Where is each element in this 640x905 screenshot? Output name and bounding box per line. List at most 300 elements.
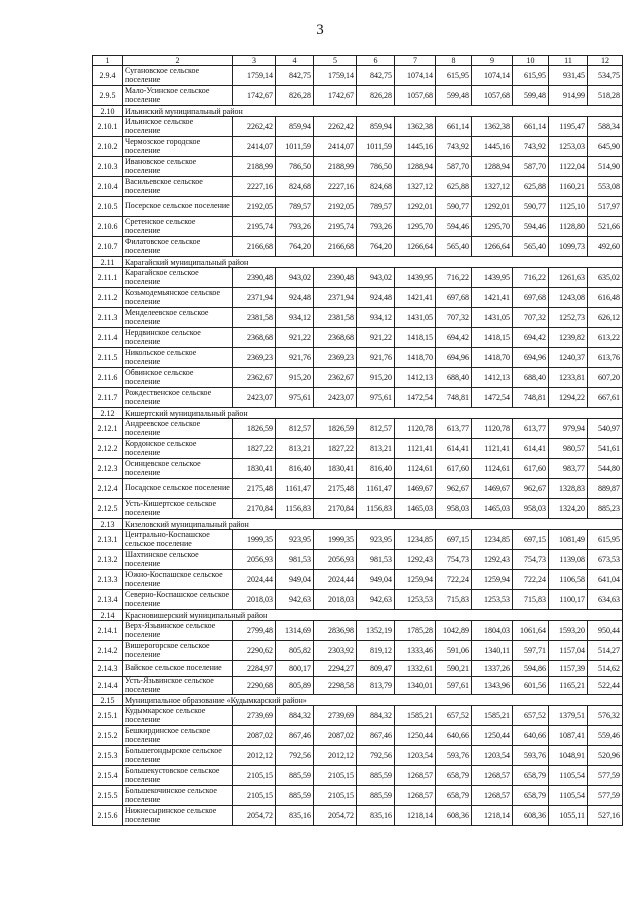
value-cell: 1327,12 bbox=[472, 177, 513, 197]
table-row bbox=[93, 570, 623, 590]
value-cell: 2739,69 bbox=[233, 706, 276, 726]
value-cell: 2284,97 bbox=[233, 661, 276, 677]
value-cell: 748,81 bbox=[513, 388, 549, 408]
section-number: 2.15 bbox=[93, 695, 123, 706]
value-cell: 492,60 bbox=[588, 237, 623, 257]
value-cell: 809,47 bbox=[357, 661, 395, 677]
settlement-name: Кордонское сельское поселение bbox=[123, 439, 233, 459]
value-cell: 826,28 bbox=[276, 86, 314, 106]
table-row bbox=[93, 786, 623, 806]
settlement-name: Менделеевское сельское поселение bbox=[123, 308, 233, 328]
value-cell: 867,46 bbox=[276, 726, 314, 746]
value-cell: 1742,67 bbox=[314, 86, 357, 106]
value-cell: 517,97 bbox=[588, 197, 623, 217]
value-cell: 813,21 bbox=[357, 439, 395, 459]
value-cell: 594,46 bbox=[513, 217, 549, 237]
row-number: 2.15.4 bbox=[93, 766, 123, 786]
value-cell: 1165,21 bbox=[549, 677, 588, 695]
value-cell: 688,40 bbox=[436, 368, 472, 388]
value-cell: 885,59 bbox=[357, 766, 395, 786]
value-cell: 658,79 bbox=[436, 786, 472, 806]
value-cell: 1156,83 bbox=[357, 499, 395, 519]
value-cell: 2369,23 bbox=[233, 348, 276, 368]
value-cell: 1418,15 bbox=[472, 328, 513, 348]
settlement-name: Васильевское сельское поселение bbox=[123, 177, 233, 197]
value-cell: 1266,64 bbox=[472, 237, 513, 257]
value-cell: 2195,74 bbox=[314, 217, 357, 237]
value-cell: 1472,54 bbox=[395, 388, 436, 408]
value-cell: 816,40 bbox=[276, 459, 314, 479]
value-cell: 842,75 bbox=[357, 66, 395, 86]
table-row bbox=[93, 499, 623, 519]
value-cell: 2105,15 bbox=[314, 786, 357, 806]
row-number: 2.12.1 bbox=[93, 419, 123, 439]
value-cell: 1234,85 bbox=[472, 530, 513, 550]
value-cell: 1240,37 bbox=[549, 348, 588, 368]
value-cell: 1268,57 bbox=[472, 786, 513, 806]
value-cell: 613,77 bbox=[513, 419, 549, 439]
value-cell: 2012,12 bbox=[233, 746, 276, 766]
table-row bbox=[93, 726, 623, 746]
value-cell: 800,17 bbox=[276, 661, 314, 677]
settlement-name: Усть-Язьвинское сельское поселение bbox=[123, 677, 233, 695]
value-cell: 1340,11 bbox=[472, 641, 513, 661]
value-cell: 2166,68 bbox=[314, 237, 357, 257]
value-cell: 2105,15 bbox=[314, 766, 357, 786]
value-cell: 915,20 bbox=[276, 368, 314, 388]
value-cell: 1268,57 bbox=[472, 766, 513, 786]
value-cell: 541,61 bbox=[588, 439, 623, 459]
section-row bbox=[93, 106, 623, 117]
section-title: Красновишерский муниципальный район bbox=[123, 610, 623, 621]
value-cell: 2371,94 bbox=[233, 288, 276, 308]
value-cell: 2368,68 bbox=[233, 328, 276, 348]
value-cell: 688,40 bbox=[513, 368, 549, 388]
settlement-name: Вайское сельское поселение bbox=[123, 661, 233, 677]
section-row bbox=[93, 408, 623, 419]
value-cell: 2012,12 bbox=[314, 746, 357, 766]
value-cell: 980,57 bbox=[549, 439, 588, 459]
value-cell: 641,04 bbox=[588, 570, 623, 590]
value-cell: 1324,20 bbox=[549, 499, 588, 519]
row-number: 2.10.4 bbox=[93, 177, 123, 197]
value-cell: 597,71 bbox=[513, 641, 549, 661]
value-cell: 934,12 bbox=[357, 308, 395, 328]
table-row bbox=[93, 641, 623, 661]
row-number: 2.11.3 bbox=[93, 308, 123, 328]
table-row bbox=[93, 368, 623, 388]
value-cell: 576,32 bbox=[588, 706, 623, 726]
row-number: 2.10.7 bbox=[93, 237, 123, 257]
value-cell: 640,66 bbox=[436, 726, 472, 746]
table-row bbox=[93, 177, 623, 197]
row-number: 2.10.6 bbox=[93, 217, 123, 237]
value-cell: 565,40 bbox=[436, 237, 472, 257]
value-cell: 1445,16 bbox=[472, 137, 513, 157]
value-cell: 1157,39 bbox=[549, 661, 588, 677]
value-cell: 667,61 bbox=[588, 388, 623, 408]
value-cell: 1593,20 bbox=[549, 621, 588, 641]
value-cell: 608,36 bbox=[513, 806, 549, 826]
settlement-name: Нердвинское сельское поселение bbox=[123, 328, 233, 348]
row-number: 2.13.1 bbox=[93, 530, 123, 550]
value-cell: 1292,01 bbox=[472, 197, 513, 217]
value-cell: 594,86 bbox=[513, 661, 549, 677]
value-cell: 521,66 bbox=[588, 217, 623, 237]
settlement-name: Ивановское сельское поселение bbox=[123, 157, 233, 177]
table-row bbox=[93, 308, 623, 328]
value-cell: 2227,16 bbox=[314, 177, 357, 197]
value-cell: 923,95 bbox=[276, 530, 314, 550]
value-cell: 1465,03 bbox=[395, 499, 436, 519]
value-cell: 673,53 bbox=[588, 550, 623, 570]
value-cell: 942,63 bbox=[357, 590, 395, 610]
value-cell: 716,22 bbox=[436, 268, 472, 288]
value-cell: 1261,63 bbox=[549, 268, 588, 288]
value-cell: 1055,11 bbox=[549, 806, 588, 826]
value-cell: 2799,48 bbox=[233, 621, 276, 641]
value-cell: 1161,47 bbox=[276, 479, 314, 499]
value-cell: 1268,57 bbox=[395, 786, 436, 806]
value-cell: 1203,54 bbox=[472, 746, 513, 766]
value-cell: 2188,99 bbox=[314, 157, 357, 177]
settlement-name: Большегондырское сельское поселение bbox=[123, 746, 233, 766]
table-row bbox=[93, 117, 623, 137]
value-cell: 1250,44 bbox=[395, 726, 436, 746]
value-cell: 983,77 bbox=[549, 459, 588, 479]
value-cell: 1259,94 bbox=[395, 570, 436, 590]
value-cell: 1074,14 bbox=[395, 66, 436, 86]
settlement-name: Посадское сельское поселение bbox=[123, 479, 233, 499]
value-cell: 617,60 bbox=[513, 459, 549, 479]
value-cell: 764,20 bbox=[357, 237, 395, 257]
value-cell: 1827,22 bbox=[233, 439, 276, 459]
value-cell: 544,80 bbox=[588, 459, 623, 479]
table-row bbox=[93, 419, 623, 439]
value-cell: 812,57 bbox=[276, 419, 314, 439]
value-cell: 590,77 bbox=[513, 197, 549, 217]
value-cell: 789,57 bbox=[357, 197, 395, 217]
value-cell: 1421,41 bbox=[395, 288, 436, 308]
value-cell: 1328,83 bbox=[549, 479, 588, 499]
value-cell: 661,14 bbox=[513, 117, 549, 137]
value-cell: 2170,84 bbox=[233, 499, 276, 519]
table-row bbox=[93, 328, 623, 348]
value-cell: 614,41 bbox=[436, 439, 472, 459]
value-cell: 981,53 bbox=[357, 550, 395, 570]
section-title: Муниципальное образование «Кудымкарский район» bbox=[123, 695, 623, 706]
value-cell: 1156,83 bbox=[276, 499, 314, 519]
value-cell: 657,52 bbox=[436, 706, 472, 726]
settlement-name: Кудымкарское сельское поселение bbox=[123, 706, 233, 726]
value-cell: 1139,08 bbox=[549, 550, 588, 570]
value-cell: 859,94 bbox=[276, 117, 314, 137]
value-cell: 587,70 bbox=[436, 157, 472, 177]
value-cell: 616,48 bbox=[588, 288, 623, 308]
value-cell: 553,08 bbox=[588, 177, 623, 197]
value-cell: 1332,61 bbox=[395, 661, 436, 677]
value-cell: 1412,13 bbox=[472, 368, 513, 388]
value-cell: 1830,41 bbox=[314, 459, 357, 479]
value-cell: 601,56 bbox=[513, 677, 549, 695]
value-cell: 615,95 bbox=[513, 66, 549, 86]
value-cell: 1759,14 bbox=[233, 66, 276, 86]
value-cell: 1295,70 bbox=[472, 217, 513, 237]
value-cell: 754,73 bbox=[436, 550, 472, 570]
value-cell: 1253,53 bbox=[472, 590, 513, 610]
value-cell: 1121,41 bbox=[395, 439, 436, 459]
row-number: 2.10.3 bbox=[93, 157, 123, 177]
value-cell: 958,03 bbox=[513, 499, 549, 519]
settlement-name: Северно-Коспашское сельское поселение bbox=[123, 590, 233, 610]
value-cell: 2195,74 bbox=[233, 217, 276, 237]
table-row bbox=[93, 137, 623, 157]
value-cell: 1011,59 bbox=[276, 137, 314, 157]
value-cell: 921,22 bbox=[276, 328, 314, 348]
settlement-name: Карагайское сельское поселение bbox=[123, 268, 233, 288]
value-cell: 1157,04 bbox=[549, 641, 588, 661]
settlement-name: Рождественское сельское поселение bbox=[123, 388, 233, 408]
value-cell: 707,32 bbox=[436, 308, 472, 328]
value-cell: 2390,48 bbox=[314, 268, 357, 288]
section-title: Кишертский муниципальный район bbox=[123, 408, 623, 419]
row-number: 2.12.4 bbox=[93, 479, 123, 499]
settlement-name: Никольское сельское поселение bbox=[123, 348, 233, 368]
value-cell: 943,02 bbox=[357, 268, 395, 288]
value-cell: 2024,44 bbox=[314, 570, 357, 590]
value-cell: 793,26 bbox=[276, 217, 314, 237]
value-cell: 1826,59 bbox=[233, 419, 276, 439]
value-cell: 1288,94 bbox=[395, 157, 436, 177]
value-cell: 2362,67 bbox=[233, 368, 276, 388]
table-row bbox=[93, 86, 623, 106]
value-cell: 2836,98 bbox=[314, 621, 357, 641]
value-cell: 1106,58 bbox=[549, 570, 588, 590]
value-cell: 587,70 bbox=[513, 157, 549, 177]
value-cell: 615,95 bbox=[588, 530, 623, 550]
row-number: 2.13.2 bbox=[93, 550, 123, 570]
value-cell: 1827,22 bbox=[314, 439, 357, 459]
value-cell: 835,16 bbox=[357, 806, 395, 826]
value-cell: 1100,17 bbox=[549, 590, 588, 610]
value-cell: 697,68 bbox=[513, 288, 549, 308]
value-cell: 2175,48 bbox=[233, 479, 276, 499]
section-title: Ильинский муниципальный район bbox=[123, 106, 623, 117]
settlement-name: Большекочинское сельское поселение bbox=[123, 786, 233, 806]
value-cell: 1292,43 bbox=[472, 550, 513, 570]
table-row bbox=[93, 677, 623, 695]
value-cell: 786,50 bbox=[357, 157, 395, 177]
value-cell: 2024,44 bbox=[233, 570, 276, 590]
value-cell: 1352,19 bbox=[357, 621, 395, 641]
settlement-name: Шахтинское сельское поселение bbox=[123, 550, 233, 570]
header-cell: 8 bbox=[436, 56, 472, 66]
value-cell: 694,42 bbox=[513, 328, 549, 348]
value-cell: 1362,38 bbox=[472, 117, 513, 137]
row-number: 2.15.3 bbox=[93, 746, 123, 766]
value-cell: 1292,01 bbox=[395, 197, 436, 217]
section-number: 2.10 bbox=[93, 106, 123, 117]
value-cell: 1439,95 bbox=[395, 268, 436, 288]
row-number: 2.11.4 bbox=[93, 328, 123, 348]
table-row bbox=[93, 621, 623, 641]
value-cell: 1160,21 bbox=[549, 177, 588, 197]
row-number: 2.15.5 bbox=[93, 786, 123, 806]
row-number: 2.11.5 bbox=[93, 348, 123, 368]
value-cell: 934,12 bbox=[276, 308, 314, 328]
value-cell: 697,15 bbox=[513, 530, 549, 550]
value-cell: 1195,47 bbox=[549, 117, 588, 137]
value-cell: 2423,07 bbox=[314, 388, 357, 408]
settlement-name: Усть-Кишертское сельское поселение bbox=[123, 499, 233, 519]
value-cell: 793,26 bbox=[357, 217, 395, 237]
value-cell: 697,68 bbox=[436, 288, 472, 308]
value-cell: 1120,78 bbox=[472, 419, 513, 439]
row-number: 2.10.2 bbox=[93, 137, 123, 157]
value-cell: 1585,21 bbox=[472, 706, 513, 726]
value-cell: 2018,03 bbox=[314, 590, 357, 610]
value-cell: 534,75 bbox=[588, 66, 623, 86]
value-cell: 942,63 bbox=[276, 590, 314, 610]
value-cell: 2294,27 bbox=[314, 661, 357, 677]
value-cell: 527,16 bbox=[588, 806, 623, 826]
table-row bbox=[93, 706, 623, 726]
value-cell: 1218,14 bbox=[472, 806, 513, 826]
value-cell: 975,61 bbox=[357, 388, 395, 408]
value-cell: 1804,03 bbox=[472, 621, 513, 641]
settlement-name: Сугановское сельское поселение bbox=[123, 66, 233, 86]
table-body bbox=[93, 56, 623, 826]
value-cell: 1203,54 bbox=[395, 746, 436, 766]
table-row bbox=[93, 746, 623, 766]
value-cell: 962,67 bbox=[436, 479, 472, 499]
row-number: 2.10.5 bbox=[93, 197, 123, 217]
value-cell: 625,88 bbox=[513, 177, 549, 197]
value-cell: 614,41 bbox=[513, 439, 549, 459]
settlement-name: Посерское сельское поселение bbox=[123, 197, 233, 217]
value-cell: 859,94 bbox=[357, 117, 395, 137]
value-cell: 1125,10 bbox=[549, 197, 588, 217]
value-cell: 1418,15 bbox=[395, 328, 436, 348]
value-cell: 617,60 bbox=[436, 459, 472, 479]
value-cell: 2290,68 bbox=[233, 677, 276, 695]
value-cell: 514,90 bbox=[588, 157, 623, 177]
value-cell: 889,87 bbox=[588, 479, 623, 499]
value-cell: 885,23 bbox=[588, 499, 623, 519]
value-cell: 1239,82 bbox=[549, 328, 588, 348]
value-cell: 1439,95 bbox=[472, 268, 513, 288]
value-cell: 1048,91 bbox=[549, 746, 588, 766]
settlement-name: Большекустовское сельское поселение bbox=[123, 766, 233, 786]
value-cell: 2303,92 bbox=[314, 641, 357, 661]
settlement-name: Вишерогорское сельское поселение bbox=[123, 641, 233, 661]
value-cell: 588,34 bbox=[588, 117, 623, 137]
section-row bbox=[93, 519, 623, 530]
value-cell: 789,57 bbox=[276, 197, 314, 217]
value-cell: 593,76 bbox=[513, 746, 549, 766]
page-number: 3 bbox=[316, 22, 324, 38]
section-number: 2.12 bbox=[93, 408, 123, 419]
value-cell: 1252,73 bbox=[549, 308, 588, 328]
value-cell: 867,46 bbox=[357, 726, 395, 746]
value-cell: 594,46 bbox=[436, 217, 472, 237]
value-cell: 824,68 bbox=[357, 177, 395, 197]
value-cell: 743,92 bbox=[513, 137, 549, 157]
value-cell: 2290,62 bbox=[233, 641, 276, 661]
value-cell: 915,20 bbox=[357, 368, 395, 388]
value-cell: 590,21 bbox=[436, 661, 472, 677]
table-row bbox=[93, 66, 623, 86]
value-cell: 1292,43 bbox=[395, 550, 436, 570]
section-row bbox=[93, 695, 623, 706]
value-cell: 540,97 bbox=[588, 419, 623, 439]
value-cell: 1120,78 bbox=[395, 419, 436, 439]
value-cell: 577,59 bbox=[588, 766, 623, 786]
value-cell: 1337,26 bbox=[472, 661, 513, 677]
value-cell: 885,59 bbox=[276, 786, 314, 806]
value-cell: 950,44 bbox=[588, 621, 623, 641]
row-number: 2.14.3 bbox=[93, 661, 123, 677]
table-row bbox=[93, 530, 623, 550]
value-cell: 1469,67 bbox=[472, 479, 513, 499]
value-cell: 1465,03 bbox=[472, 499, 513, 519]
value-cell: 958,03 bbox=[436, 499, 472, 519]
value-cell: 824,68 bbox=[276, 177, 314, 197]
value-cell: 2170,84 bbox=[314, 499, 357, 519]
section-number: 2.11 bbox=[93, 257, 123, 268]
row-number: 2.13.4 bbox=[93, 590, 123, 610]
value-cell: 2188,99 bbox=[233, 157, 276, 177]
value-cell: 1314,69 bbox=[276, 621, 314, 641]
value-cell: 694,42 bbox=[436, 328, 472, 348]
settlement-name: Осинцевское сельское поселение bbox=[123, 459, 233, 479]
header-cell: 1 bbox=[93, 56, 123, 66]
settlement-name: Бешкирдинское сельское поселение bbox=[123, 726, 233, 746]
value-cell: 1259,94 bbox=[472, 570, 513, 590]
table-row bbox=[93, 268, 623, 288]
value-cell: 1250,44 bbox=[472, 726, 513, 746]
value-cell: 1061,64 bbox=[513, 621, 549, 641]
value-cell: 885,59 bbox=[276, 766, 314, 786]
value-cell: 520,96 bbox=[588, 746, 623, 766]
value-cell: 2423,07 bbox=[233, 388, 276, 408]
value-cell: 2369,23 bbox=[314, 348, 357, 368]
value-cell: 518,28 bbox=[588, 86, 623, 106]
value-cell: 1121,41 bbox=[472, 439, 513, 459]
value-cell: 615,95 bbox=[436, 66, 472, 86]
value-cell: 1759,14 bbox=[314, 66, 357, 86]
value-cell: 884,32 bbox=[357, 706, 395, 726]
value-cell: 812,57 bbox=[357, 419, 395, 439]
row-number: 2.15.2 bbox=[93, 726, 123, 746]
value-cell: 640,66 bbox=[513, 726, 549, 746]
value-cell: 2166,68 bbox=[233, 237, 276, 257]
row-number: 2.11.1 bbox=[93, 268, 123, 288]
header-cell: 6 bbox=[357, 56, 395, 66]
table-row bbox=[93, 439, 623, 459]
value-cell: 1295,70 bbox=[395, 217, 436, 237]
value-cell: 2739,69 bbox=[314, 706, 357, 726]
value-cell: 1826,59 bbox=[314, 419, 357, 439]
value-cell: 1087,41 bbox=[549, 726, 588, 746]
table-row bbox=[93, 590, 623, 610]
value-cell: 1105,54 bbox=[549, 766, 588, 786]
header-cell: 9 bbox=[472, 56, 513, 66]
table-row bbox=[93, 550, 623, 570]
value-cell: 658,79 bbox=[436, 766, 472, 786]
row-number: 2.14.2 bbox=[93, 641, 123, 661]
value-cell: 1268,57 bbox=[395, 766, 436, 786]
